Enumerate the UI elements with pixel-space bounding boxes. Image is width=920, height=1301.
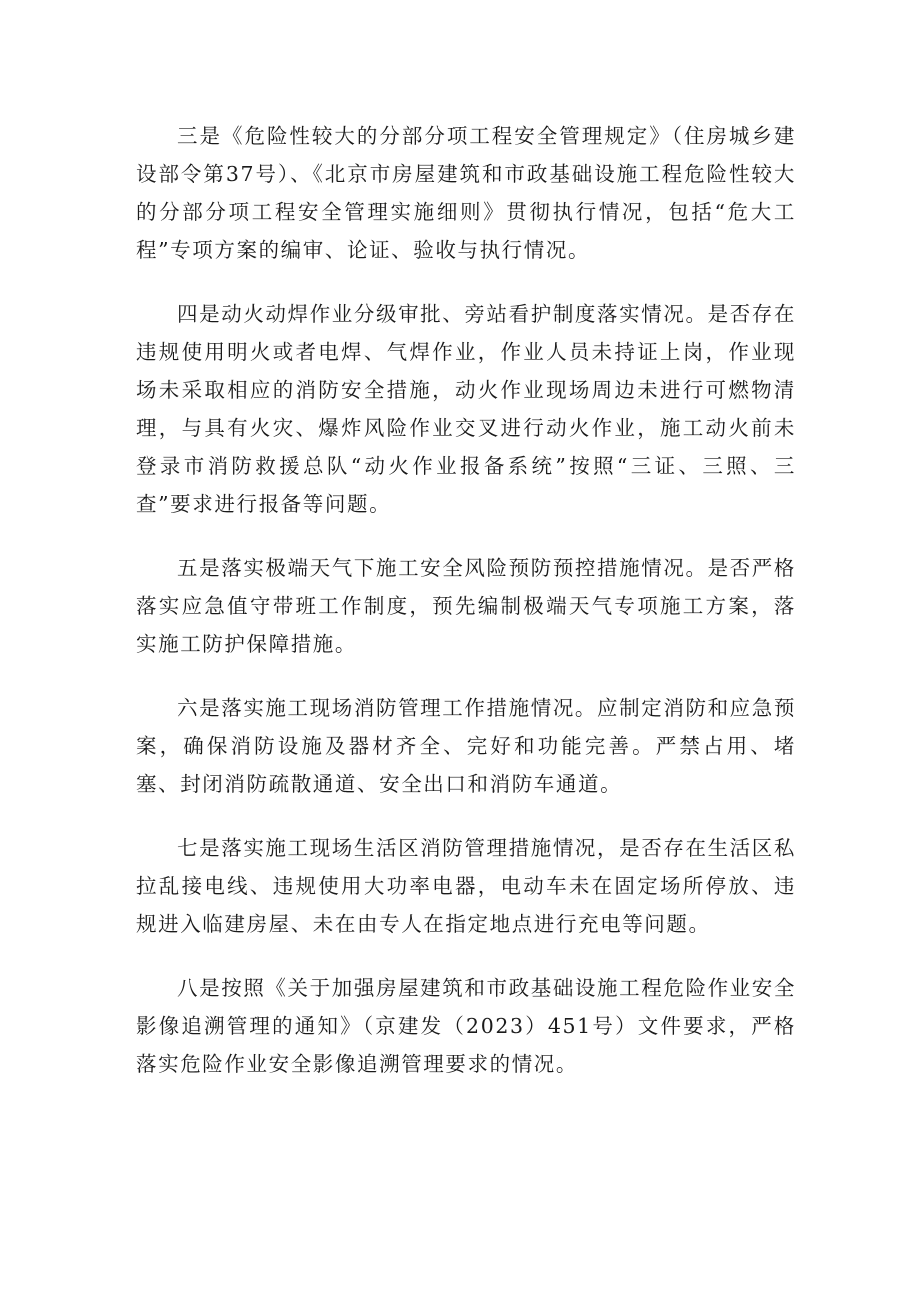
paragraph-item-7: 七是落实施工现场生活区消防管理措施情况，是否存在生活区私拉乱接电线、违规使用大功率电器，电动车未在固定场所停放、违规进入临建房屋、未在由专人在指定地点进行充电等问题。 — [136, 836, 796, 936]
paragraph-item-3: 三是《危险性较大的分部分项工程安全管理规定》（住房城乡建设部令第37号）、《北京市房屋建筑和市政基础设施工程危险性较大的分部分项工程安全管理实施细则》贯彻执行情况，包括“危大工程”专项方案的编审、论证、验收与执行情况。 — [136, 124, 796, 262]
paragraph-item-6: 六是落实施工现场消防管理工作措施情况。应制定消防和应急预案，确保消防设施及器材齐全、完好和功能完善。严禁占用、堵塞、封闭消防疏散通道、安全出口和消防车通道。 — [136, 696, 796, 796]
paragraph-item-5: 五是落实极端天气下施工安全风险预防预控措施情况。是否严格落实应急值守带班工作制度，预先编制极端天气专项施工方案，落实施工防护保障措施。 — [136, 556, 796, 656]
paragraph-item-4: 四是动火动焊作业分级审批、旁站看护制度落实情况。是否存在违规使用明火或者电焊、气焊作业，作业人员未持证上岗，作业现场未采取相应的消防安全措施，动火作业现场周边未进行可燃物清理，与具有火灾、爆炸风险作业交叉进行动火作业，施工动火前未登录市消防救援总队“动火作业报备系统”按照“三证、三照、三查”要求进行报备等问题。 — [136, 302, 796, 516]
paragraph-item-8: 八是按照《关于加强房屋建筑和市政基础设施工程危险作业安全影像追溯管理的通知》（京建发（2023）451号）文件要求，严格落实危险作业安全影像追溯管理要求的情况。 — [136, 976, 796, 1076]
document-body — [136, 117, 796, 1083]
